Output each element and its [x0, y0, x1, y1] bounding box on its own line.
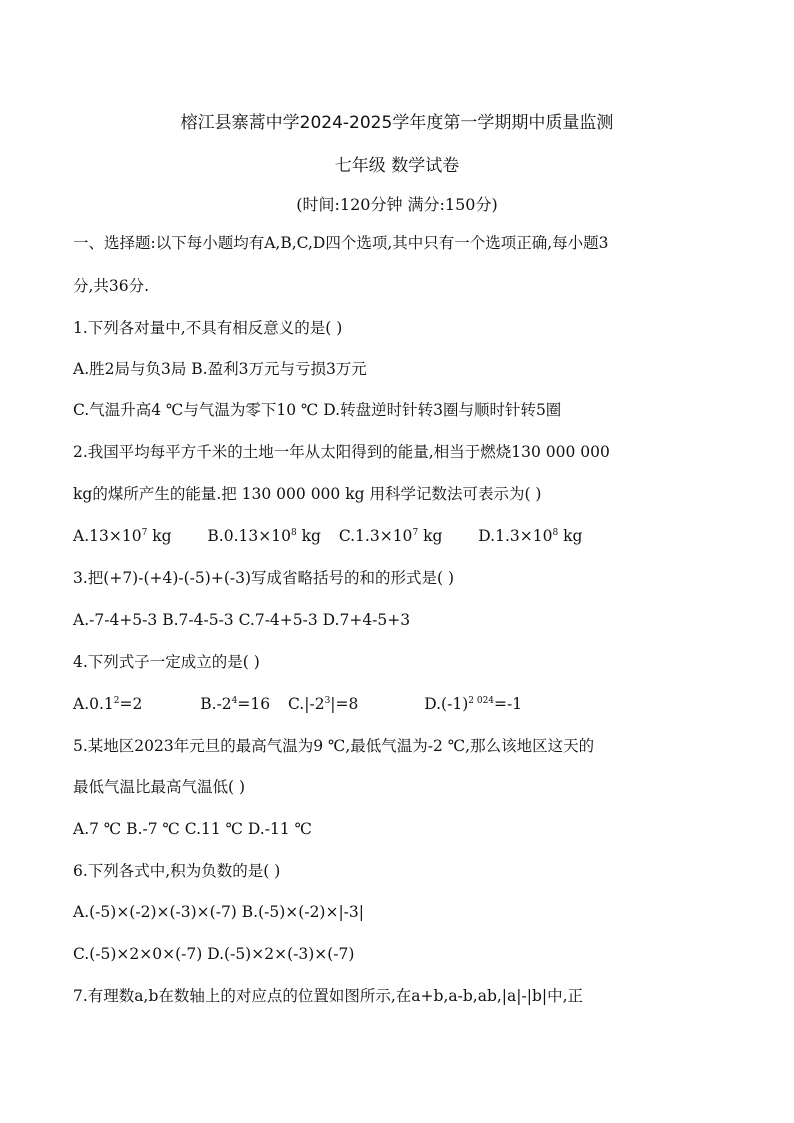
q4-option-b: $B.-2^4=16$ [200, 695, 271, 713]
q1-options-cd: C.气温升高4 ℃与气温为零下10 ℃ D.转盘逆时针转3圈与顺时针转5圈 [73, 401, 562, 419]
exam-time-score: (时间:120分钟 满分:150分) [296, 195, 498, 214]
q4-option-c: $C.|-2^3|=8$ [288, 695, 359, 713]
q2-stem-line2: kg的煤所产生的能量.把 130 000 000 kg 用科学记数法可表示为( ) [73, 485, 542, 503]
q2-option-b: $B.0.13\times 10^8$ kg [207, 527, 321, 545]
q2-options [73, 526, 582, 546]
q4-options [73, 694, 522, 714]
q5-stem-line1: 5.某地区2023年元旦的最高气温为9 ℃,最低气温为-2 ℃,那么该地区这天的 [73, 737, 595, 755]
q1-options-ab: A.胜2局与负3局 B.盈利3万元与亏损3万元 [73, 360, 367, 378]
q3-stem: 3.把(+7)-(+4)-(-5)+(-3)写成省略括号的和的形式是( ) [73, 569, 455, 587]
q2-option-d: $D.1.3\times 10^8$ kg [478, 527, 583, 545]
q6-options-ab: A.(-5)×(-2)×(-3)×(-7) B.(-5)×(-2)×|-3| [73, 903, 365, 921]
q5-options: A.7 ℃ B.-7 ℃ C.11 ℃ D.-11 ℃ [73, 820, 312, 838]
q4-option-a: $A.0.1^2=2$ [73, 695, 143, 713]
q2-option-c: $C.1.3\times 10^7$ kg [338, 527, 443, 545]
q2-option-a: $A.13\times 10^7$ kg [73, 527, 172, 545]
q1-stem: 1.下列各对量中,不具有相反意义的是( ) [73, 319, 343, 337]
q3-options: A.-7-4+5-3 B.7-4-5-3 C.7-4+5-3 D.7+4-5+3 [73, 611, 411, 629]
q4-stem: 4.下列式子一定成立的是( ) [73, 653, 260, 671]
q7-stem: 7.有理数a,b在数轴上的对应点的位置如图所示,在a+b,a-b,ab,|a|-|b|中,正 [73, 987, 584, 1005]
q5-stem-line2: 最低气温比最高气温低( ) [73, 778, 246, 796]
q6-stem: 6.下列各式中,积为负数的是( ) [73, 862, 281, 880]
q2-stem-line1: 2.我国平均每平方千米的土地一年从太阳得到的能量,相当于燃烧130 000 000 [73, 443, 610, 461]
exam-title: 榕江县寨蒿中学2024-2025学年度第一学期期中质量监测 [180, 113, 614, 133]
q4-option-d: $D.(-1)^{2 024}=-1$ [424, 695, 523, 713]
section1-instruction-line2: 分,共36分. [73, 277, 150, 295]
exam-subtitle: 七年级 数学试卷 [334, 156, 460, 176]
section1-instruction-line1: 一、选择题:以下每小题均有A,B,C,D四个选项,其中只有一个选项正确,每小题3 [73, 234, 609, 252]
q6-options-cd: C.(-5)×2×0×(-7) D.(-5)×2×(-3)×(-7) [73, 945, 355, 963]
